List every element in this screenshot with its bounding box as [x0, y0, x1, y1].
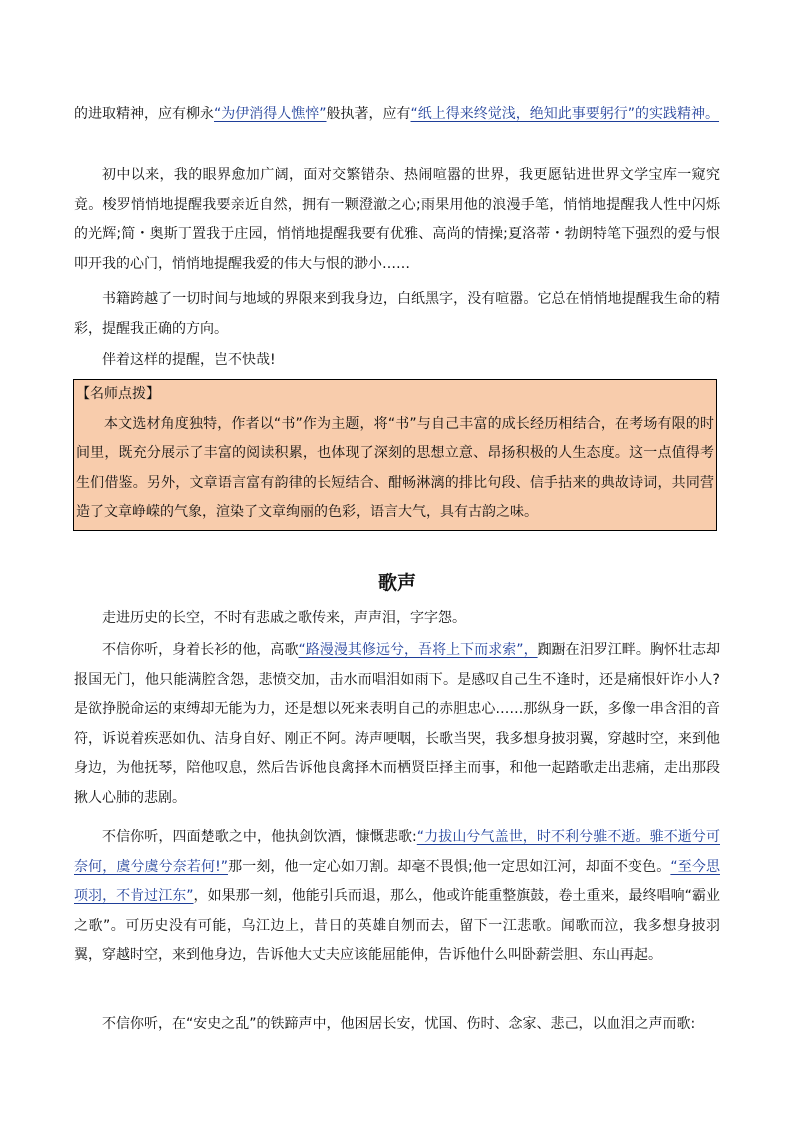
essay-paragraph-1: 走进历史的长空，不时有悲戚之歌传来，声声泪，字字怨。	[102, 610, 466, 626]
comment-heading: 【名师点拨】	[76, 386, 160, 402]
quote-link: “至今思项羽，不肯过江东”	[74, 858, 720, 905]
essay-paragraph-xiang-yu	[74, 823, 720, 971]
text-run: ，如果那一刻，他能引兵而退，那么，他或许能重整旗鼓，卷土重来，最终唱响“霸业之歌”。可历史没有可能，乌江边上，昔日的英雄自刎而去，留下一江悲歌。闻歌而泣，我多想身披羽翼，穿越时空，来到他身边，告诉他大丈夫应该能屈能伸，告诉他什么叫卧薪尝胆、东山再起。	[74, 888, 720, 964]
essay-paragraph-du-fu: 不信你听，在“安史之乱”的铁蹄声中，他困居长安，忧国、伤时、念家、悲己，以血泪之声而歌:	[102, 1016, 696, 1032]
text-run: 不信你听，四面楚歌之中，他执剑饮酒，慷慨悲歌:	[102, 829, 417, 845]
quote-link: “为伊消得人憔悴”	[214, 106, 327, 122]
essay-paragraph-qu-yuan	[74, 636, 720, 814]
text-run: 踟蹰在汨罗江畔。胸怀壮志却报国无门，他只能满腔含怨，悲愤交加，击水而唱泪如雨下。是感叹自己生不逢时，还是痛恨奸诈小人?是欲挣脱命运的束缚却无能为力，还是想以死来表明自己的赤胆忠心……那纵身一跃，多像一串含泪的音符，诉说着疾恶如仇、洁身自好、刚正不阿。涛声哽咽，长歌当哭，我多想身披羽翼，穿越时空，来到他身边，为他抚琴，陪他叹息，然后告诉他良禽择木而栖贤臣择主而事，和他一起踏歌走出悲痛，走出那段揪人心肺的悲剧。	[74, 642, 721, 806]
text-run: 不信你听，身着长衫的他，高歌	[102, 642, 299, 658]
text-run: 那一刻，他一定心如刀割。却毫不畏惧;他一定思如江河，却面不变色。	[227, 858, 671, 875]
quote-link: “路漫漫其修远兮，吾将上下而求索”，	[298, 642, 538, 658]
quote-link: “力拔山兮气盖世，时不利兮骓不逝。骓不逝兮可奈何，虞兮虞兮奈若何!”	[74, 829, 720, 875]
paragraph-books-reminder: 书籍跨越了一切时间与地域的界限来到我身边，白纸黑字，没有喧嚣。它总在悄悄地提醒我生命的精彩，提醒我正确的方向。	[74, 291, 720, 337]
paragraph-conclusion: 伴着这样的提醒，岂不快哉!	[102, 352, 276, 368]
text-run: 般执著，应有	[326, 106, 411, 122]
essay-title: 歌声	[377, 572, 416, 594]
teacher-comment-box	[73, 379, 717, 531]
quote-link-tail: 的实践精神。	[635, 106, 720, 122]
quote-link: “纸上得来终觉浅，绝知此事要躬行”	[410, 106, 636, 122]
text-run: 的进取精神，应有柳永	[74, 106, 214, 122]
paragraph-world-literature: 初中以来，我的眼界愈加广阔，面对交繁错杂、热闹喧嚣的世界，我更愿钻进世界文学宝库一窥究竟。梭罗悄悄地提醒我要亲近自然，拥有一颗澄澈之心;雨果用他的浪漫手笔，悄悄地提醒我人性中闪烁的光辉;简・奥斯丁置我于庄园，悄悄地提醒我要有优雅、高尚的情操;夏洛蒂・勃朗特笔下强烈的爱与恨叩开我的心门，悄悄地提醒我爱的伟大与恨的渺小……	[74, 167, 720, 272]
comment-body: 本文选材角度独特，作者以“书”作为主题，将“书”与自己丰富的成长经历相结合，在考场有限的时间里，既充分展示了丰富的阅读积累，也体现了深刻的思想立意、昂扬积极的人生态度。这一点值得考生们借鉴。另外，文章语言富有韵律的长短结合、酣畅淋漓的排比句段、信手拈来的典故诗词，共同营造了文章峥嵘的气象，渲染了文章绚丽的色彩，语言大气，具有古韵之味。	[76, 415, 714, 521]
paragraph-spirit	[74, 100, 720, 130]
